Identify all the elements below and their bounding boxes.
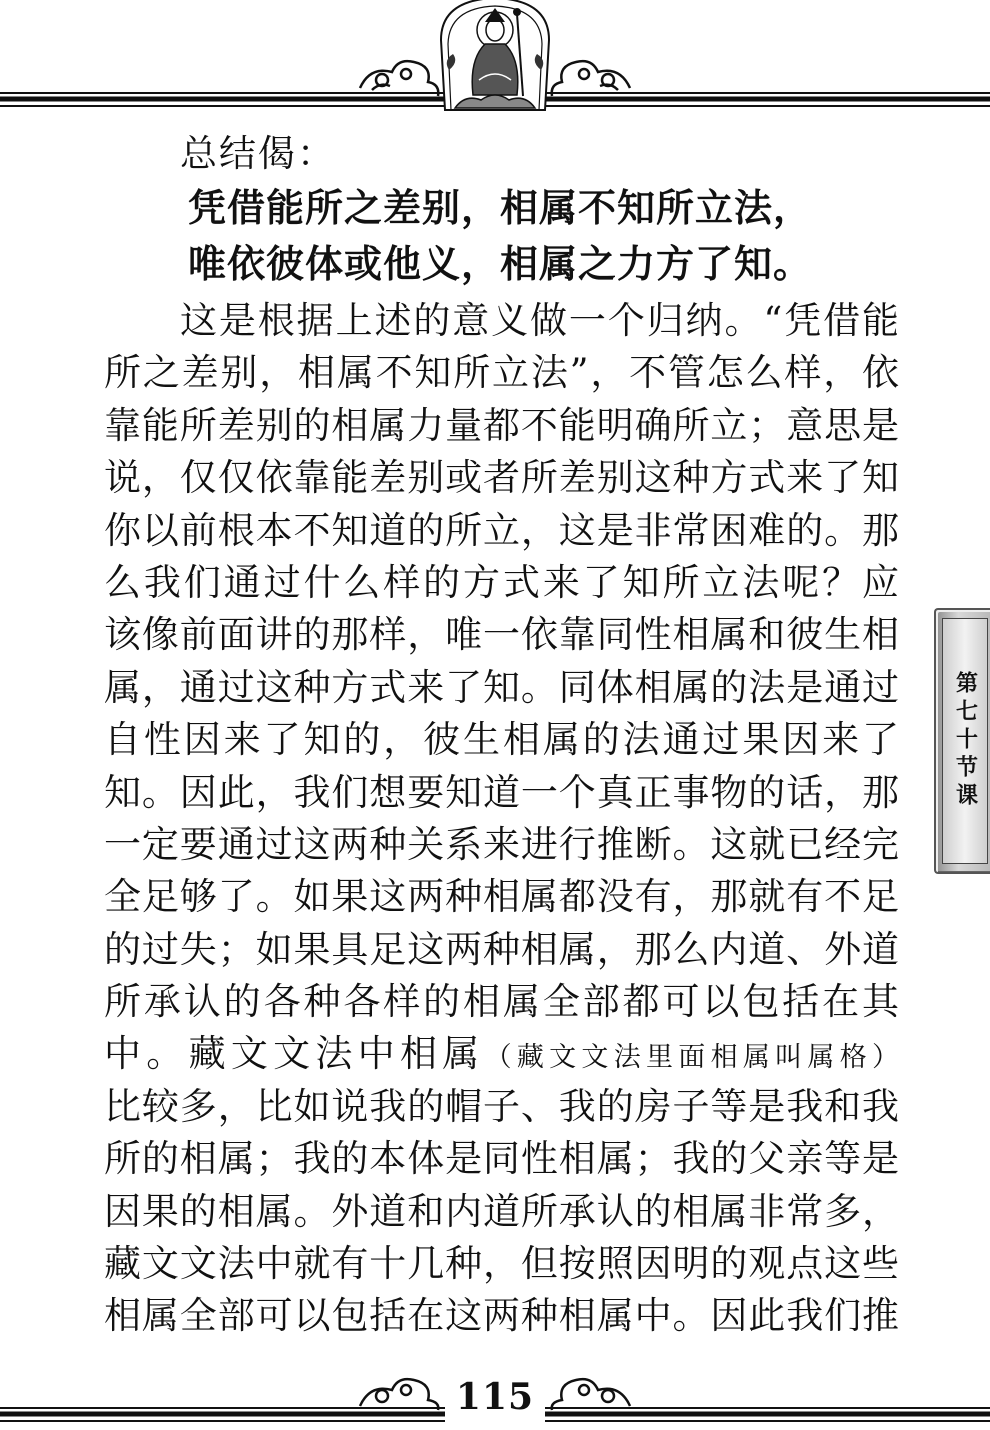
text-line: 相属全部可以包括在这两种相属中。因此我们推 <box>104 1294 899 1338</box>
chapter-side-tab-label: 第七十节课 <box>952 671 978 811</box>
section-label: 总结偈： <box>180 132 336 175</box>
commentary-paragraph <box>104 295 899 1343</box>
text-line-with-note <box>104 1028 899 1080</box>
verse-line-1: 凭借能所之差别，相属不知所立法， <box>188 186 813 230</box>
page-content <box>104 128 899 1343</box>
text-line: 靠能所差别的相属力量都不能明确所立；意思是 <box>104 403 899 447</box>
text-line: 的过失；如果具足这两种相属，那么内道、外道 <box>104 927 899 971</box>
text-line: 该像前面讲的那样，唯一依靠同性相属和彼生相 <box>104 613 899 657</box>
text-line: 说，仅仅依靠能差别或者所差别这种方式来了知 <box>104 456 899 500</box>
verse-line-2: 唯依彼体或他义，相属之力方了知。 <box>188 242 813 286</box>
cloud-scroll-left-icon <box>360 61 438 96</box>
header-border-lines <box>0 0 990 120</box>
header-ornament <box>0 0 990 120</box>
deity-emblem-icon <box>441 0 549 110</box>
text-line: 所承认的各种各样的相属全部都可以包括在其 <box>104 980 899 1024</box>
text-line-main: 中。藏文文法中相属 <box>104 1032 485 1076</box>
text-line: 全足够了。如果这两种相属都没有，那就有不足 <box>104 875 899 919</box>
text-line: 你以前根本不知道的所立，这是非常困难的。那 <box>104 508 899 552</box>
text-line: 么我们通过什么样的方式来了知所立法呢？应 <box>104 560 899 604</box>
text-line: 比较多，比如说我的帽子、我的房子等是我和我 <box>104 1084 899 1128</box>
text-line: 属，通过这种方式来了知。同体相属的法是通过 <box>104 665 899 709</box>
text-line: 因果的相属。外道和内道所承认的相属非常多， <box>104 1189 899 1233</box>
inline-note: （藏文文法里面相属叫属格） <box>484 1042 899 1074</box>
text-line: 一定要通过这两种关系来进行推断。这就已经完 <box>104 822 899 866</box>
cloud-scroll-right-icon <box>552 61 630 96</box>
chapter-side-tab-inner <box>942 618 988 864</box>
text-line: 所的相属；我的本体是同性相属；我的父亲等是 <box>104 1137 899 1181</box>
text-line: 知。因此，我们想要知道一个真正事物的话，那 <box>104 770 899 814</box>
page-number: 115 <box>455 1376 535 1418</box>
chapter-side-tab <box>934 608 990 874</box>
text-line: 自性因来了知的，彼生相属的法通过果因来了 <box>104 718 899 762</box>
text-line: 这是根据上述的意义做一个归纳。“凭借能 <box>180 299 899 342</box>
text-line: 藏文文法中就有十几种，但按照因明的观点这些 <box>104 1242 899 1286</box>
text-line: 所之差别，相属不知所立法”，不管怎么样，依 <box>104 351 899 395</box>
